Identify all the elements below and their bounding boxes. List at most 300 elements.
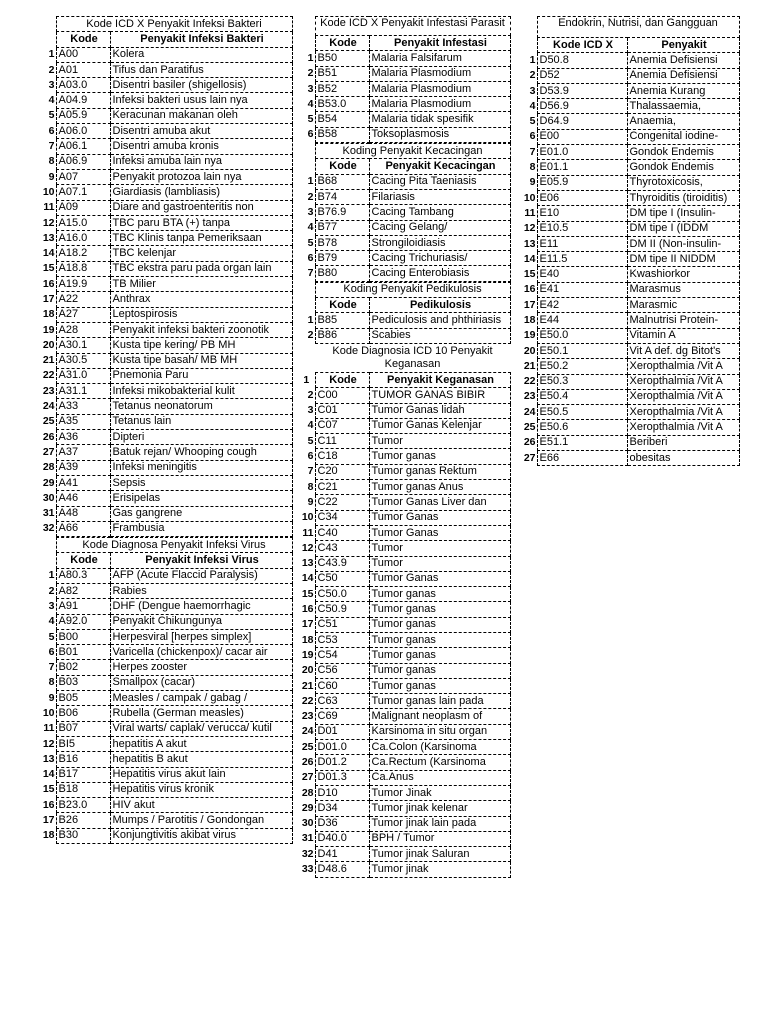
table-row: [521, 435, 739, 450]
disease-cell: Tumor jinak kelenar: [369, 801, 510, 816]
code-cell: A07.1: [56, 185, 110, 200]
code-cell: E01.1: [537, 160, 627, 175]
row-number: 16: [523, 283, 536, 296]
disease-cell: Penyakit Chikungunya: [110, 614, 292, 629]
row-number: 24: [42, 400, 55, 413]
disease-cell: Infeksi amuba lain nya: [110, 154, 292, 169]
code-cell: B52: [315, 81, 369, 96]
table-row: [40, 430, 292, 445]
code-cell: B80: [315, 266, 369, 281]
row-number: 22: [523, 375, 536, 388]
disease-cell: Ca.Anus: [369, 770, 510, 785]
code-cell: A31.0: [56, 368, 110, 383]
row-number: 28: [42, 461, 55, 474]
table-row: [299, 847, 510, 862]
table-kecacingan: [299, 143, 511, 282]
disease-cell: Varicella (chickenpox)/ cacar air: [110, 645, 292, 660]
table-row: [40, 828, 292, 843]
header-spacer: [521, 38, 537, 53]
table-row: [40, 445, 292, 460]
disease-cell: Xeropthalmia /Vit A: [627, 405, 739, 420]
table-row: [40, 645, 292, 660]
disease-cell: Cacing Enterobiasis: [369, 266, 510, 281]
code-cell: D34: [315, 801, 369, 816]
row-number: 7: [48, 140, 55, 153]
code-cell: D10: [315, 785, 369, 800]
disease-cell: Congenital iodine-: [627, 129, 739, 144]
row-number: 2: [307, 67, 314, 80]
code-cell: B02: [56, 660, 110, 675]
disease-cell: Gondok Endemis: [627, 145, 739, 160]
disease-cell: Tumor ganas: [369, 617, 510, 632]
table-row: [299, 434, 510, 449]
disease-cell: Xeropthalmia /Vit A: [627, 374, 739, 389]
row-number: 16: [42, 277, 55, 290]
table-row: [521, 175, 739, 190]
disease-cell: Batuk rejan/ Whooping cough: [110, 445, 292, 460]
table-row: [40, 629, 292, 644]
table-row: [40, 246, 292, 261]
code-cell: B01: [56, 645, 110, 660]
row-number: 3: [307, 205, 314, 218]
code-cell: E50.5: [537, 405, 627, 420]
code-cell: C54: [315, 648, 369, 663]
disease-cell: Filariasis: [369, 189, 510, 204]
table-row: [40, 231, 292, 246]
table-row: [299, 816, 510, 831]
disease-cell: Disentri amuba kronis: [110, 139, 292, 154]
row-number: 15: [301, 587, 314, 600]
table-row: [40, 675, 292, 690]
code-cell: A00: [56, 47, 110, 62]
row-number: 6: [307, 450, 314, 463]
table-row: [521, 313, 739, 328]
table-row: [521, 298, 739, 313]
table-row: [299, 785, 510, 800]
title-spacer: [40, 538, 56, 553]
table-row: [299, 495, 510, 510]
table-row: [299, 510, 510, 525]
code-cell: B00: [56, 629, 110, 644]
table-row: [521, 328, 739, 343]
row-number: 1: [307, 313, 314, 326]
table-row: [299, 525, 510, 540]
table-row: [299, 587, 510, 602]
row-number: 18: [523, 313, 536, 326]
row-number: 17: [301, 618, 314, 631]
code-cell: D01: [315, 724, 369, 739]
table-row: [299, 632, 510, 647]
code-cell: E44: [537, 313, 627, 328]
disease-cell: Ca.Rectum (Karsinoma: [369, 755, 510, 770]
table-row: [521, 267, 739, 282]
code-cell: C20: [315, 464, 369, 479]
disease-cell: Dipteri: [110, 430, 292, 445]
code-cell: D48.6: [315, 862, 369, 877]
row-number: 13: [42, 752, 55, 765]
table-row: [521, 221, 739, 236]
code-cell: B76.9: [315, 205, 369, 220]
title-spacer: [299, 17, 315, 36]
row-number: 8: [307, 480, 314, 493]
table-row: [299, 403, 510, 418]
row-number: 22: [42, 369, 55, 382]
table-row: [299, 313, 510, 328]
table-keganasan: [299, 344, 511, 878]
table-row: [40, 475, 292, 490]
title-spacer: [299, 282, 315, 297]
table-row: [521, 53, 739, 68]
table-row: [40, 691, 292, 706]
row-number: 1: [529, 53, 536, 66]
table-pedikulosis: [299, 282, 511, 344]
row-number: 7: [307, 267, 314, 280]
row-number: 22: [301, 694, 314, 707]
table-row: [299, 724, 510, 739]
title-spacer: [40, 17, 56, 32]
table-row: [299, 66, 510, 81]
row-number: 4: [307, 419, 314, 432]
table-row: [521, 420, 739, 435]
table-row: [299, 663, 510, 678]
code-cell: A07: [56, 169, 110, 184]
code-cell: C43.9: [315, 556, 369, 571]
table-row: [40, 614, 292, 629]
disease-cell: DM tipe I (IDDM: [627, 221, 739, 236]
disease-cell: Tumor ganas: [369, 602, 510, 617]
disease-cell: Measles / campak / gabag /: [110, 691, 292, 706]
column-header-kode: Kode: [56, 32, 110, 47]
row-number: 24: [523, 405, 536, 418]
code-cell: B54: [315, 112, 369, 127]
disease-cell: Tumor Ganas: [369, 525, 510, 540]
disease-cell: TBC kelenjar: [110, 246, 292, 261]
disease-cell: Herpes zooster: [110, 660, 292, 675]
column-header-kode: Kode ICD X: [537, 38, 627, 53]
row-number: 19: [42, 323, 55, 336]
row-number: 14: [42, 768, 55, 781]
disease-cell: Tumor: [369, 541, 510, 556]
table-row: [299, 541, 510, 556]
table-title-row: [299, 144, 510, 159]
disease-cell: Tumor ganas Rektum: [369, 464, 510, 479]
row-number: 20: [523, 344, 536, 357]
table-row: [40, 384, 292, 399]
code-cell: D01.0: [315, 740, 369, 755]
column-2: [299, 16, 511, 878]
table-row: [521, 405, 739, 420]
row-number: 15: [42, 783, 55, 796]
code-cell: C60: [315, 678, 369, 693]
code-cell: D50.8: [537, 53, 627, 68]
disease-cell: Tumor Ganas lidah: [369, 403, 510, 418]
code-cell: A19.9: [56, 277, 110, 292]
row-number: 8: [529, 161, 536, 174]
column-header-penyakit: Penyakit Infestasi: [369, 36, 510, 51]
disease-cell: Hepatitis virus kronik: [110, 782, 292, 797]
code-cell: D01.3: [315, 770, 369, 785]
row-number: 13: [301, 557, 314, 570]
table-row: [299, 127, 510, 142]
code-cell: C07: [315, 418, 369, 433]
code-cell: A33: [56, 399, 110, 414]
table-row: [521, 129, 739, 144]
row-number: 26: [523, 436, 536, 449]
code-cell: E05.9: [537, 175, 627, 190]
disease-cell: Hepatitis virus akut lain: [110, 767, 292, 782]
column-header-kode: Kode: [315, 36, 369, 51]
code-cell: A06.9: [56, 154, 110, 169]
code-cell: E00: [537, 129, 627, 144]
disease-cell: DM tipe I (Insulin-: [627, 206, 739, 221]
column-header-kode: Kode: [56, 553, 110, 568]
table-row: [521, 83, 739, 98]
disease-cell: Malaria Falsifarum: [369, 51, 510, 66]
row-number: 23: [42, 384, 55, 397]
disease-cell: Beriberi: [627, 435, 739, 450]
disease-cell: Pediculosis and phthiriasis: [369, 313, 510, 328]
disease-cell: Penyakit infeksi bakteri zoonotik: [110, 322, 292, 337]
table-row: [299, 418, 510, 433]
table-row: [40, 139, 292, 154]
table-row: [521, 343, 739, 358]
table-title-row: [299, 344, 510, 373]
header-spacer: [299, 298, 315, 313]
disease-cell: Strongiloidiasis: [369, 235, 510, 250]
disease-cell: TBC paru BTA (+) tanpa: [110, 215, 292, 230]
disease-cell: Konjungtivitis akibat virus: [110, 828, 292, 843]
code-cell: E50.1: [537, 343, 627, 358]
code-cell: C43: [315, 541, 369, 556]
table-row: [40, 322, 292, 337]
disease-cell: AFP (Acute Flaccid Paralysis): [110, 568, 292, 583]
table-row: [299, 617, 510, 632]
row-number: 23: [301, 710, 314, 723]
disease-cell: Malaria tidak spesifik: [369, 112, 510, 127]
row-number: 27: [523, 451, 536, 464]
table-row: [299, 220, 510, 235]
table-row: [299, 740, 510, 755]
disease-cell: Vit A def. dg Bitot's: [627, 343, 739, 358]
row-number: 26: [301, 756, 314, 768]
code-cell: E51.1: [537, 435, 627, 450]
table-header-row: [521, 38, 739, 53]
disease-cell: Anemia Defisiensi: [627, 53, 739, 68]
table-header-row: [299, 36, 510, 51]
column-header-penyakit: Penyakit Infeksi Bakteri: [110, 32, 292, 47]
row-number: 12: [523, 222, 536, 235]
code-cell: C50: [315, 571, 369, 586]
row-number: 14: [301, 572, 314, 585]
table-row: [299, 189, 510, 204]
row-number: 2: [307, 190, 314, 203]
row-number: 3: [307, 404, 314, 417]
code-cell: B51: [315, 66, 369, 81]
disease-cell: Rabies: [110, 583, 292, 598]
row-number: 12: [42, 216, 55, 229]
code-cell: E11: [537, 236, 627, 251]
code-cell: C53: [315, 632, 369, 647]
table-row: [521, 282, 739, 297]
code-cell: A91: [56, 599, 110, 614]
disease-cell: Thyrotoxicosis,: [627, 175, 739, 190]
disease-cell: Disentri basiler (shigellosis): [110, 78, 292, 93]
code-cell: B05: [56, 691, 110, 706]
code-cell: B07: [56, 721, 110, 736]
table-header-row: [299, 298, 510, 313]
header-spacer: [299, 159, 315, 174]
code-cell: E50.6: [537, 420, 627, 435]
disease-cell: Sepsis: [110, 475, 292, 490]
row-number: 6: [48, 645, 55, 658]
code-cell: E66: [537, 451, 627, 466]
table-row: [299, 81, 510, 96]
table-infestasi-parasit: [299, 16, 511, 143]
row-number: 9: [48, 170, 55, 183]
code-cell: A22: [56, 292, 110, 307]
code-cell: B06: [56, 706, 110, 721]
table-row: [40, 767, 292, 782]
disease-cell: DM II (Non-insulin-: [627, 236, 739, 251]
table-header-row: [299, 159, 510, 174]
code-cell: A37: [56, 445, 110, 460]
disease-cell: Tumor ganas: [369, 587, 510, 602]
code-cell: A46: [56, 491, 110, 506]
row-number: 21: [42, 354, 55, 367]
row-number: 11: [524, 206, 536, 219]
row-number: 9: [48, 691, 55, 704]
column-header-kode: Kode: [315, 372, 369, 387]
row-number: 30: [42, 491, 55, 504]
table-row: [40, 568, 292, 583]
row-number: 11: [43, 722, 55, 735]
disease-cell: Tumor ganas: [369, 449, 510, 464]
disease-cell: Herpesviral [herpes simplex]: [110, 629, 292, 644]
disease-cell: Kwashiorkor: [627, 267, 739, 282]
table-title: Endokrin, Nutrisi, dan Gangguan: [537, 17, 739, 38]
disease-cell: Disentri amuba akut: [110, 124, 292, 139]
disease-cell: DM tipe II NIDDM: [627, 252, 739, 267]
code-cell: E10.5: [537, 221, 627, 236]
table-row: [299, 97, 510, 112]
table-row: [299, 266, 510, 281]
code-cell: C21: [315, 480, 369, 495]
disease-cell: Malignant neoplasm of: [369, 709, 510, 724]
disease-cell: Tumor ganas Anus: [369, 480, 510, 495]
code-cell: B26: [56, 813, 110, 828]
table-row: [299, 770, 510, 785]
code-cell: A18.8: [56, 261, 110, 276]
disease-cell: TB Milier: [110, 277, 292, 292]
disease-cell: Malaria Plasmodium: [369, 66, 510, 81]
table-row: [40, 200, 292, 215]
code-cell: A04.9: [56, 93, 110, 108]
disease-cell: Tumor jinak lain pada: [369, 816, 510, 831]
code-cell: C22: [315, 495, 369, 510]
disease-cell: TBC ekstra paru pada organ lain: [110, 261, 292, 276]
row-number: 15: [523, 268, 536, 281]
disease-cell: hepatitis A akut: [110, 736, 292, 751]
disease-cell: Marasmus: [627, 282, 739, 297]
table-row: [299, 862, 510, 877]
row-number: 10: [523, 191, 536, 204]
disease-cell: HIV akut: [110, 798, 292, 813]
table-row: [40, 261, 292, 276]
row-number: 25: [42, 415, 55, 428]
row-number: 5: [529, 115, 536, 128]
disease-cell: Leptospirosis: [110, 307, 292, 322]
table-title-row: [299, 282, 510, 297]
row-number: 20: [42, 338, 55, 351]
table-row: [521, 252, 739, 267]
table-row: [521, 236, 739, 251]
code-cell: B77: [315, 220, 369, 235]
title-spacer: [299, 344, 315, 373]
table-row: [40, 782, 292, 797]
disease-cell: Scabies: [369, 328, 510, 343]
disease-cell: Infeksi bakteri usus lain nya: [110, 93, 292, 108]
code-cell: A06.0: [56, 124, 110, 139]
row-number: 4: [48, 615, 55, 628]
disease-cell: Karsinoma in situ organ: [369, 724, 510, 739]
disease-cell: Tumor jinak Saluran: [369, 847, 510, 862]
code-cell: E41: [537, 282, 627, 297]
table-endokrin-nutrisi: [521, 16, 740, 466]
disease-cell: Gas gangrene: [110, 506, 292, 521]
code-cell: A39: [56, 460, 110, 475]
table-row: [299, 648, 510, 663]
code-cell: B23.0: [56, 798, 110, 813]
header-spacer: [40, 32, 56, 47]
table-row: [299, 831, 510, 846]
code-cell: C51: [315, 617, 369, 632]
code-cell: E10: [537, 206, 627, 221]
disease-cell: Infeksi meningitis: [110, 460, 292, 475]
disease-cell: Tifus dan Paratifus: [110, 62, 292, 77]
row-number: 10: [301, 511, 314, 524]
code-cell: A36: [56, 430, 110, 445]
disease-cell: Viral warts/ caplak/ verucca/ kutil: [110, 721, 292, 736]
code-cell: D64.9: [537, 114, 627, 129]
row-number: 8: [48, 676, 55, 689]
code-cell: C00: [315, 388, 369, 403]
code-cell: A30.1: [56, 338, 110, 353]
table-row: [299, 571, 510, 586]
code-cell: E01.0: [537, 145, 627, 160]
table-row: [521, 374, 739, 389]
header-spacer: [299, 36, 315, 51]
table-row: [40, 798, 292, 813]
disease-cell: Tumor ganas: [369, 663, 510, 678]
row-number: 13: [523, 237, 536, 250]
code-cell: E50.0: [537, 328, 627, 343]
row-number: 9: [529, 176, 536, 189]
row-number: 11: [43, 201, 55, 214]
row-number: 4: [529, 99, 536, 112]
table-row: [40, 93, 292, 108]
table-header-row: [40, 32, 292, 47]
row-number: 3: [48, 78, 55, 91]
table-row: [40, 660, 292, 675]
table-row: [299, 388, 510, 403]
row-number: 14: [42, 247, 55, 260]
row-number: 5: [307, 434, 314, 447]
table-row: [40, 399, 292, 414]
code-cell: A15.0: [56, 215, 110, 230]
code-cell: C40: [315, 525, 369, 540]
column-header-penyakit: Pedikulosis: [369, 298, 510, 313]
row-number: 10: [42, 185, 55, 198]
